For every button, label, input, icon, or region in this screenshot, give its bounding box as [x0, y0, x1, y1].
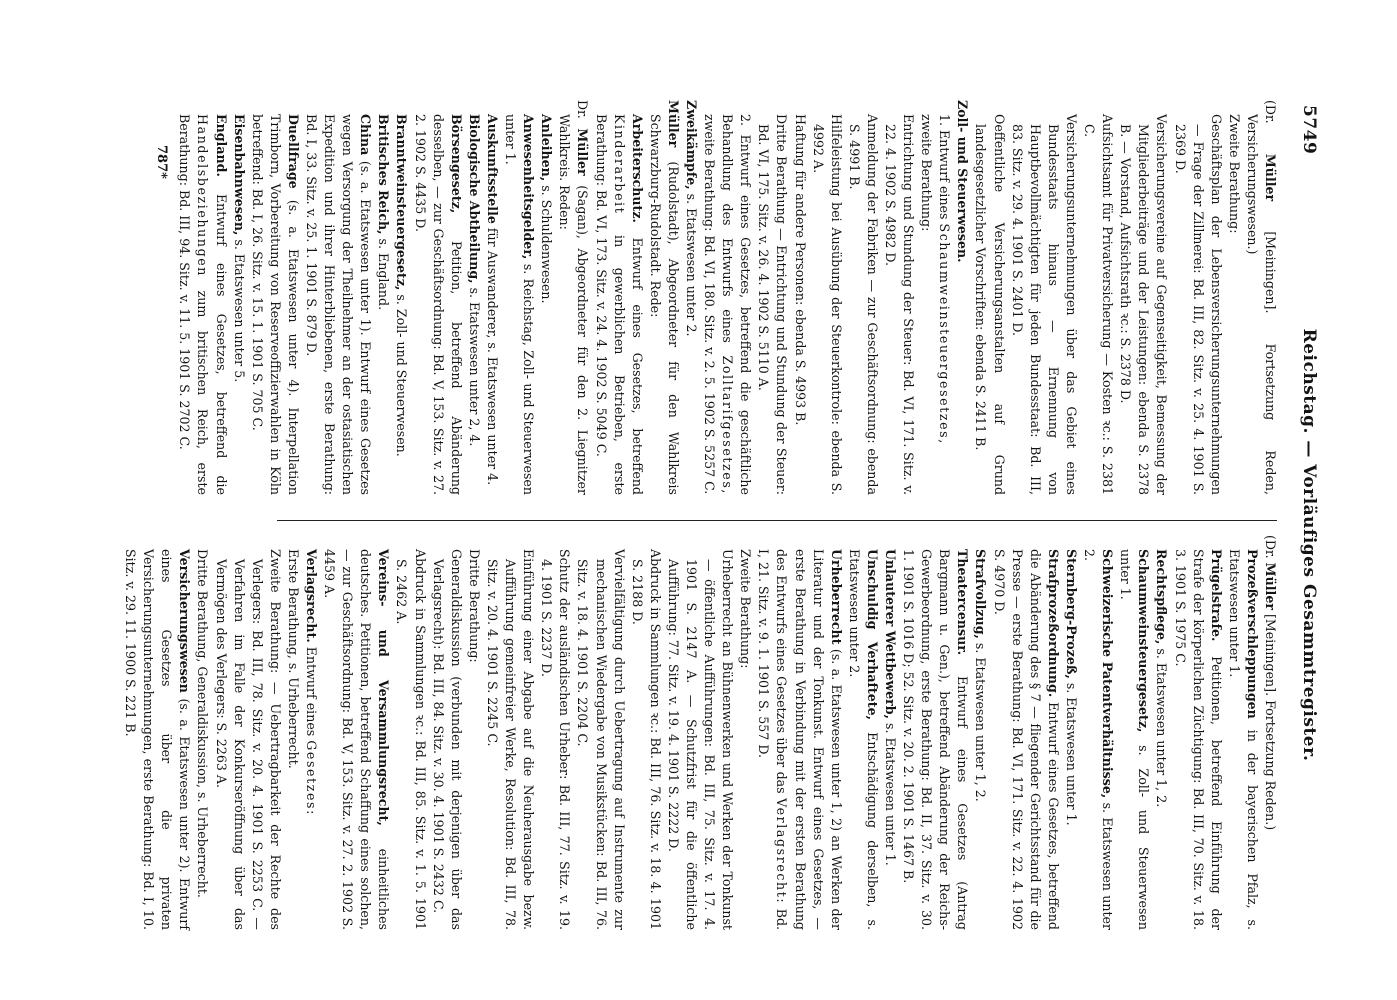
left-column	[175, 100, 1279, 495]
entry-keyword: England.	[213, 114, 229, 177]
register-entry	[537, 100, 555, 495]
entry-keyword: Anwesenheitsgelder,	[521, 114, 537, 260]
register-entry	[465, 100, 483, 495]
entry-text: s. Schuldenwesen.	[539, 181, 555, 304]
entry-text: 2. Entwurf eines Gesetzes, betreffend die geschäftliche Behandlung des Entwurfs eines	[720, 114, 754, 495]
entry-text: Entwurf eines Gesetzes, betreffend die Abänderung des § 7 — fliegender Gerichtsstand für die Presse — erste Berathung: Bd. VI, 171. Sitz. v. 22. 4. 1902 S. 4970 D.	[991, 549, 1061, 930]
entry-text: (s. a. Etatswesen unter 4). Interpellation Trimborn, Vorbereitung von Reserveoffizierwahlen in Köln betreffend: Bd. I, 26. Sitz. v. 15. 1. 1901 S. 705 C.	[249, 114, 301, 495]
entry-text: Oeffentliche Versicherungsanstalten auf Grund landesgesetzlicher Vorschriften: ebenda S. 2411 B.	[973, 114, 1007, 495]
entry-keyword: China	[358, 114, 374, 156]
entry-text: Aufsichtsamt für Privatversicherung — Kosten ꝛc.: S. 2381 C.	[1082, 114, 1116, 495]
entry-text: Abdruck in Sammlungen ꝛc.: Bd. III, 76. Sitz. v. 18. 4. 1901 S. 2188 D.	[629, 549, 663, 930]
register-entry	[1152, 535, 1170, 930]
entry-text: Dritte Berathung:	[466, 549, 482, 663]
register-entry	[754, 535, 844, 930]
register-entry	[700, 100, 754, 495]
register-entry	[501, 100, 537, 495]
entry-text: Dr.	[575, 100, 591, 129]
entry-keyword: Prozeßverschleppungen	[1244, 549, 1260, 719]
register-entry	[1080, 535, 1116, 930]
entry-spaced-term: Gesetzes:	[304, 740, 320, 816]
register-entry	[1116, 535, 1152, 930]
entry-text: Entwurf eines	[304, 642, 320, 741]
register-entry	[121, 535, 193, 930]
register-entry	[1170, 535, 1224, 930]
register-entry	[990, 535, 1062, 930]
register-entry	[175, 100, 229, 495]
entry-keyword: Duellfrage	[285, 114, 301, 189]
entry-text: Versicherungsvereine auf Gegenseitigkeit, Bemessung der Mitgliederbeiträge und der Leistungen: ebenda S. 2378 B. — Vorstand, Aufsichtsrath ꝛc.: S. 2378 D.	[1118, 114, 1170, 495]
entry-keyword: Müller	[665, 100, 681, 148]
entry-keyword: Branntweinsteuergesetz,	[394, 114, 410, 291]
column-divider	[277, 520, 1277, 521]
register-entry	[646, 100, 682, 495]
entry-text: Vervielfältigung durch Uebertragung auf Instrumente zur mechanischen Wiedergabe von Musikstücken: Bd. III, 76. Sitz. v. 18. 4. 1901 S. 2204 C.	[575, 549, 627, 930]
entry-text: Petition, betreffend Abänderung desselben, — zur Geschäftsordnung: Bd. V, 153. Sitz. v. 27. 2. 1902 S. 4435 D.	[412, 114, 464, 495]
register-entry	[465, 535, 483, 930]
register-entry	[573, 535, 627, 930]
register-entry	[537, 535, 573, 930]
entry-text: Erste Berathung, s. Urheberrecht.	[285, 549, 301, 769]
entry-text: zweite Berathung: Bd. VI, 180. Sitz. v. 2. 5. 1902 S. 5257 C.	[702, 114, 718, 495]
entry-keyword: Versicherungswesen	[177, 549, 193, 693]
register-entry	[1116, 100, 1170, 495]
page-header	[1293, 105, 1319, 985]
register-entry	[1170, 100, 1224, 495]
entry-keyword: Sternberg-Prozeß,	[1063, 549, 1079, 679]
entry-text: Hilfeleistung bei Ausübung der Steuerkontrole: ebenda S. 4992 A.	[810, 114, 844, 495]
register-entry	[302, 535, 320, 930]
register-entry	[483, 535, 537, 930]
entry-keyword: Müller	[1263, 153, 1278, 202]
entry-text: s. Etatswesen unter 2.	[684, 189, 699, 337]
entry-spaced-term: Zolltarifgesetzes,	[720, 355, 736, 495]
entry-text: für Auswanderer, s. Etatswesen unter 4.	[484, 223, 500, 486]
entry-keyword: Schweizerische Patentverhältnisse,	[1100, 549, 1116, 799]
entry-text: Entwurf eines Gesetzes, betreffend die	[213, 176, 229, 495]
entry-text: Abdruck in Sammlungen ꝛc.: Bd. III, 85. Sitz. v. 1. 5. 1901 S. 2462 A.	[394, 549, 428, 930]
entry-spaced-term: Schaumweinsteuergesetzes,	[937, 223, 953, 445]
register-entry	[429, 535, 465, 930]
entry-text: Entrichtung und Stundung der Steuer: Bd. VI, 171. Sitz. v. 22. 4. 1902 S. 4982 D.	[883, 114, 917, 495]
register-entry	[790, 100, 808, 495]
entry-text: Einführung einer Abgabe auf die Neuherausgabe bezw. Aufführung gemeinfreier Werke, Resolution: Bd. III, 78. Sitz. v. 20. 4. 1901 S. 2245 C.	[484, 549, 537, 930]
entry-text: Geschäftsplan der Lebensversicherungsunternehmungen — Frage der Zillmerei: Bd. III, 82. Sitz. v. 25. 4. 1901 S. 2369 D.	[1172, 114, 1224, 495]
register-entry	[392, 535, 428, 930]
entry-text: Haftung für andere Personen: ebenda S. 4993 B.	[792, 114, 808, 426]
register-entry	[555, 100, 591, 495]
register-entry	[230, 100, 248, 495]
entry-keyword: Unschuldig Verhaftete,	[864, 549, 880, 720]
entry-text: s. Zoll- und Steuerwesen unter 1.	[1118, 549, 1152, 930]
register-entry	[682, 100, 700, 495]
entry-text: (Dr.	[1263, 535, 1278, 563]
entry-text: zweite Berathung:	[919, 114, 935, 232]
register-entry	[971, 100, 1007, 495]
entry-text: zum britischen Reich, erste Berathung: Bd. III, 94. Sitz. v. 11. 5. 1901 S. 2702 C.	[177, 114, 211, 495]
register-entry	[1225, 100, 1243, 495]
entry-keyword: Eisenbahnwesen,	[231, 114, 247, 236]
entry-text: Schutz der ausländischen Urheber: Bd. III, 77. Sitz. v. 19. 4. 1901 S. 2237 D.	[539, 549, 573, 930]
entry-spaced-term: Kinderarbeit	[611, 114, 627, 215]
entry-keyword: Vereins- und Versammlungsrecht,	[376, 549, 392, 826]
register-entry	[1008, 100, 1080, 495]
register-entry	[483, 100, 501, 495]
entry-text: s. Etatswesen unter 1.	[883, 719, 899, 866]
register-entry	[628, 535, 664, 930]
register-entry	[193, 535, 211, 930]
entry-spaced-term: Handelsbeziehungen	[195, 114, 211, 277]
page-number: 5749	[1299, 105, 1319, 155]
entry-text: Zweite Berathung:	[1226, 114, 1242, 234]
entry-keyword: Strafprozeßordnung.	[1045, 549, 1061, 698]
entry-keyword: Börsengesetz,	[448, 114, 464, 214]
entry-text: einheitliches deutsches. Petitionen, betreffend Schaffung eines solchen, — zur Geschäftsordnung: Bd. V, 153. Sitz. v. 27. 2. 1902 S. 4459 A.	[322, 549, 392, 930]
right-column	[121, 535, 1279, 930]
entry-text: Generaldiskussion (verbunden mit derjenigen über das Verlagsrecht): Bd. III, 84. Sitz. v. 30. 4. 1901 S. 2432 C.	[430, 549, 464, 930]
register-entry	[1062, 535, 1080, 930]
entry-spaced-term: Verlagsrecht:	[774, 798, 790, 905]
entry-text: (Rudolstadt), Abgeordneter für den Wahlkreis Schwarzburg-Rudolstadt. Rede:	[647, 114, 681, 495]
register-entry	[881, 100, 917, 495]
register-entry	[953, 100, 971, 495]
register-entry	[971, 535, 989, 930]
entry-keyword: Arbeiterschutz.	[629, 114, 645, 223]
entry-text: Entwurf eines Gesetzes, betreffend	[629, 222, 645, 495]
entry-text: s. Zoll- und Steuerwesen.	[394, 290, 410, 457]
running-title: Reichstag. — Vorläufiges Gesammtregister.	[1299, 328, 1319, 762]
entry-keyword: Schaumweinsteuergesetz,	[1136, 549, 1152, 733]
entry-text: s. Reichstag, Zoll- und Steuerwesen unter 1.	[503, 114, 537, 495]
entry-text: Zweite Berathung: — Uebertragbarkeit der Rechte des Verlegers: Bd. III, 78. Sitz. v. 20. 4. 1901 S. 2253 C. — Verfahren im Falle der Konkurseröffnung über das Vermögen des Verlegers: S. 2263 A.	[213, 549, 283, 930]
entry-text: Versicherungsunternehmungen über das Gebiet eines Bundesstaats hinaus — Ernennung von Hauptbevollmächtigten für jeden Bundesstaat: Bd. III, 83. Sitz. v. 29. 4. 1901 S. 2401 D.	[1009, 114, 1079, 495]
entry-keyword: Müller	[1263, 562, 1278, 610]
entry-keyword: Zweikämpfe,	[684, 100, 699, 190]
entry-text: s. Etatswesen unter 2, 4.	[466, 283, 482, 447]
entry-text: s. Etatswesen unter 2.	[1082, 549, 1116, 930]
entry-text: Bd. I, 21. Sitz. v. 9. 1. 1901 S. 557 D.	[756, 549, 790, 931]
entry-keyword: Unlauterer Wettbewerb,	[883, 549, 899, 719]
register-entry	[935, 100, 953, 495]
entry-text: Entwurf eines Gesetzes (Antrag Bargmann u. Gen.), betreffend Abänderung der Reichs-Gewerbeordnung, erste Berathung: Bd. II, 37. Sitz. v. 30. 1. 1901 S. 1016 D; 52. Sitz. v. 20. 2. 1901 S. 1467 B.	[901, 549, 971, 930]
register-entry	[392, 100, 410, 495]
entry-keyword: Auskunftsstelle	[484, 114, 500, 224]
entry-text: in der bayerischen Pfalz, s. Etatswesen unter 1.	[1226, 549, 1260, 930]
entry-text: [Meiningen]. Fortsetzung Reden.)	[1263, 609, 1278, 831]
register-entry	[374, 100, 392, 495]
entry-text: Zweite Berathung:	[738, 549, 754, 669]
entry-text: (Dr.	[1263, 100, 1278, 154]
register-entry	[899, 535, 971, 930]
entry-text: [Meiningen]. Fortsetzung Reden, Versicherungswesen.)	[1244, 114, 1278, 495]
register-entry	[284, 535, 302, 930]
register-entry	[736, 535, 754, 930]
entry-text: (Sagan), Abgeordneter für den 2. Liegnitzer Wahlkreis. Reden:	[557, 114, 591, 495]
entry-text: 1. Entwurf eines	[937, 114, 953, 224]
entry-text: s. Etatswesen unter 1, 2.	[1154, 644, 1170, 808]
entry-keyword: Verlagsrecht.	[304, 549, 320, 643]
entry-text: (s. a. Etatswesen unter 2). Entwurf eines Gesetzes über die privaten Versicherungsunternehmungen, erste Berathung: Bd. I, 10. Sitz. v. 29. 11. 1900 S. 221 B.	[123, 549, 193, 930]
signature-mark: 787*	[154, 145, 169, 179]
register-entry	[1243, 100, 1279, 495]
register-entry	[881, 535, 899, 930]
register-entry	[248, 100, 302, 495]
entry-text: s. Etatswesen unter 1, 2.	[973, 638, 989, 802]
register-entry	[302, 100, 374, 495]
entry-text: Dritte Berathung, Generaldiskussion, s. Urheberrecht.	[195, 549, 211, 898]
entry-keyword: Rechtspflege,	[1154, 549, 1170, 645]
entry-text: Petitionen, betreffend Einführung der Strafe der körperlichen Züchtigung: Bd. III, 70. Sitz. v. 18. 3. 1901 S. 1975 C.	[1172, 549, 1224, 930]
register-entry	[591, 100, 645, 495]
register-entry	[917, 100, 935, 495]
entry-keyword: Anleihen,	[539, 114, 555, 182]
entry-text: s. Etatswesen unter 5.	[231, 235, 247, 383]
entry-keyword: Strafvollzug,	[973, 549, 989, 639]
entry-text: Entschädigung derselben, s. Etatswesen unter 2.	[846, 549, 880, 930]
register-entry	[664, 535, 736, 930]
entry-keyword: Müller	[575, 128, 591, 176]
register-entry	[1225, 535, 1261, 930]
entry-keyword: Biologische Abtheilung,	[466, 114, 482, 284]
register-entry	[845, 535, 881, 930]
entry-text: Anmeldung der Fabriken — zur Geschäftsordnung: ebenda S. 4991 B.	[846, 114, 880, 495]
register-entry	[411, 100, 465, 495]
entry-text: (s. a. Etatswesen unter 1, 2) an Werken der Literatur und der Tonkunst. Entwurf eines Gesetzes, — erste Berathung in Verbindung mit der ersten Berathung des Entwurfs eines Gesetzes über das	[774, 549, 844, 930]
register-entry	[754, 100, 790, 495]
register-entry	[809, 100, 845, 495]
register-entry	[1080, 100, 1116, 495]
entry-text: s. Etatswesen unter 1.	[1063, 678, 1079, 826]
register-entry	[320, 535, 392, 930]
register-entry	[1261, 535, 1279, 930]
entry-text: Dritte Berathung — Entrichtung und Stundung der Steuer: Bd. VI, 175. Sitz. v. 26. 4. 1902 S. 5110 A.	[756, 114, 790, 495]
entry-keyword: Theatercensur.	[955, 549, 971, 656]
register-entry	[845, 100, 881, 495]
entry-keyword: Britisches Reich,	[376, 114, 392, 235]
register-entry	[211, 535, 283, 930]
entry-keyword: Prügelstrafe.	[1208, 549, 1224, 642]
entry-text: Urheberrecht an Bühnenwerken und Werken der Tonkunst — öffentliche Aufführungen: Bd. III, 75. Sitz. v. 17. 4. 1901 S. 2147 A. — Schutzfrist für die öffentliche Aufführung: 77. Sitz. v. 19. 4. 1901 S. 2222 D.	[665, 549, 736, 930]
entry-text: in gewerblichen Betrieben, erste Berathung: Bd. VI, 173. Sitz. v. 24. 4. 1902 S. 5049 C.	[593, 114, 627, 495]
entry-text: s. England.	[376, 234, 392, 311]
entry-text: (s. a. Etatswesen unter 1). Entwurf eines Gesetzes wegen Versorgung der Theilnehmer an der ostasiatischen Expedition und ihrer Hinterbliebenen, erste Berathung: Bd. I, 33. Sitz. v. 25. 1. 1901 S. 879 D.	[304, 114, 374, 495]
entry-keyword: Urheberrecht	[828, 549, 844, 645]
entry-keyword: Zoll- und Steuerwesen.	[955, 100, 971, 263]
